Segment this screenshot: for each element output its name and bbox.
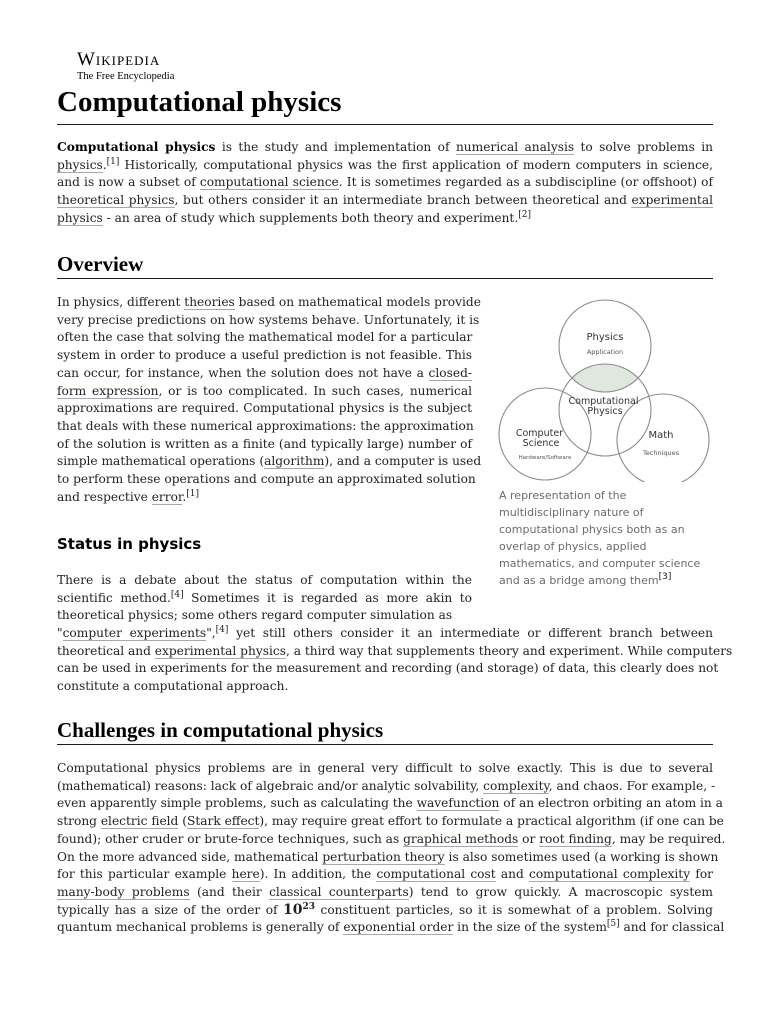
inline-link[interactable]: numerical analysis (455, 140, 575, 154)
text-line: found); other cruder or brute-force techniques, such as graphical methods or root finding, may be required. (57, 831, 726, 846)
inline-link[interactable]: physics (57, 157, 103, 172)
text-line: often the case that solving the mathematical model for a particular (57, 330, 473, 345)
status-paragraph-part-2 (57, 625, 733, 696)
computational-physics-label-line-2: Physics (587, 406, 623, 417)
inline-link[interactable]: computational cost (376, 867, 496, 882)
inline-link[interactable]: experimental physics (154, 643, 286, 658)
text-line: Computational physics is the study and implementation of numerical analysis to solve problems in (57, 140, 713, 154)
overview-paragraph (57, 294, 482, 506)
text-line: and respective error.[1] (57, 488, 200, 504)
physics-label: Physics (586, 332, 624, 343)
computational-physics-label-line-1: Computational (568, 396, 639, 407)
text-line: can be used in experiments for the measurement and recording (and storage) of data, this clearly does not (57, 661, 719, 676)
citation-link[interactable]: [1] (106, 156, 120, 167)
text-line: approximations are required. Computational physics is the subject (57, 401, 472, 416)
hardware-software-label: Hardware/Software (518, 455, 572, 461)
figure-caption-citation[interactable]: [3] (658, 572, 672, 582)
section-heading-status: Status in physics (57, 535, 202, 553)
page-title: Computational physics (57, 86, 342, 118)
inline-link[interactable]: computational science (199, 175, 339, 190)
text-line: very precise predictions on how systems behave. Unfortunately, it is (57, 312, 480, 327)
inline-link[interactable]: Stark effect (187, 814, 260, 829)
text-line: Computational physics problems are in general very difficult to solve exactly. This is due to several (57, 761, 713, 775)
inline-link[interactable]: theories (184, 295, 235, 309)
inline-link[interactable]: error (151, 489, 183, 504)
computer-science-label-line-1: Computer (515, 428, 564, 439)
text-line: of the solution is written as a finite (and typically large) number of (57, 436, 472, 451)
citation-link[interactable]: [2] (518, 209, 531, 220)
challenges-paragraph (57, 760, 726, 937)
inline-link[interactable]: complexity (483, 778, 549, 793)
figure-caption (499, 487, 711, 589)
text-line: "computer experiments",[4] yet still others consider it an intermediate or different branch between (57, 625, 713, 640)
text-line: strong electric field (Stark effect), may require great effort to formulate a practical algorithm (if one can be (57, 814, 724, 829)
text-line: even apparently simple problems, such as calculating the wavefunction of an electron orbiting an atom in a (57, 796, 723, 811)
text-line: simple mathematical operations (algorithm), and a computer is used (57, 454, 482, 469)
citation-link[interactable]: [1] (186, 488, 200, 499)
inline-link[interactable]: algorithm (264, 454, 325, 469)
citation-link[interactable]: [4] (215, 625, 229, 635)
text-line: In physics, different theories based on mathematical models provide (57, 295, 481, 309)
venn-figure (495, 292, 713, 589)
inline-link[interactable]: exponential order (343, 920, 454, 935)
application-label: Application (586, 348, 624, 356)
inline-link[interactable]: root finding (539, 831, 612, 846)
text-line: quantum mechanical problems is generally of exponential order in the size of the system[5] and for classical (57, 919, 725, 935)
inline-link[interactable]: graphical methods (403, 831, 519, 846)
computer-science-label (516, 428, 566, 449)
inline-link[interactable]: here (231, 867, 260, 882)
status-paragraph-part-1 (57, 572, 472, 625)
text-line: to perform these operations and compute an approximated solution (57, 472, 476, 487)
inline-link[interactable]: many-body problems (57, 884, 190, 899)
text-line: theoretical physics, but others consider it an intermediate branch between theoretical and experimental (57, 193, 713, 208)
figure-caption-text: A representation of the multidisciplinary nature of computational physics both as an overlap of physics, applied mathematics, and computer science and as a bridge among them (499, 489, 701, 587)
citation-link[interactable]: [5] (606, 919, 620, 930)
intro-paragraph (57, 139, 713, 228)
math-base: 10 (283, 901, 303, 918)
text-line: form expression, or is too complicated. In such cases, numerical (57, 383, 473, 398)
inline-link[interactable]: form expression (57, 383, 159, 398)
title-divider (57, 124, 713, 125)
inline-link[interactable]: computational complexity (529, 867, 691, 882)
inline-link[interactable]: experimental (631, 193, 713, 208)
math-label: Math (648, 430, 674, 441)
text-line: scientific method.[4] Sometimes it is regarded as more akin to (57, 589, 472, 605)
section-heading-challenges: Challenges in computational physics (57, 718, 384, 742)
venn-diagram (495, 292, 713, 482)
text-line: constitute a computational approach. (57, 679, 289, 694)
wikipedia-wordmark: Wikipedia (77, 49, 161, 70)
inline-link[interactable]: classical counterparts (269, 884, 409, 899)
text-line: theoretical and experimental physics, a third way that supplements theory and experiment. While computers (57, 643, 733, 658)
inline-link[interactable]: electric field (100, 814, 179, 829)
text-line: typically has a size of the order of $10^{23}$ constituent particles, so it is somewhat of a problem. Solving (57, 901, 713, 918)
section-heading-overview: Overview (57, 252, 144, 276)
math-exponent: 23 (302, 901, 316, 912)
challenges-divider (57, 744, 713, 745)
overview-divider (57, 278, 713, 279)
text-line: theoretical physics; some others regard computer simulation as (57, 608, 453, 623)
inline-link[interactable]: computer experiments (62, 626, 207, 640)
wikipedia-tagline: The Free Encyclopedia (77, 71, 175, 82)
text-line: There is a debate about the status of computation within the (57, 573, 472, 587)
text-line: (mathematical) reasons: lack of algebraic and/or analytic solvability, complexity, and chaos. For example, - (57, 778, 716, 793)
bold-term: Computational physics (57, 140, 216, 154)
text-line: physics - an area of study which supplements both theory and experiment.[2] (57, 209, 531, 225)
inline-link[interactable]: physics (57, 210, 103, 225)
text-line: system in order to produce a useful prediction is not feasible. This (57, 348, 472, 363)
inline-link[interactable]: wavefunction (416, 796, 500, 811)
text-line: and is now a subset of computational science. It is sometimes regarded as a subdiscipline (or offshoot) of (57, 175, 713, 190)
inline-link[interactable]: perturbation theory (322, 849, 445, 864)
computer-science-label-line-2: Science (522, 438, 560, 449)
text-line: many-body problems (and their classical counterparts) tend to grow quickly. A macroscopic system (57, 884, 713, 899)
text-line: physics.[1] Historically, computational physics was the first application of modern computers in science, (57, 156, 713, 172)
text-line: for this particular example here). In addition, the computational cost and computational complexity for (57, 867, 713, 882)
computational-physics-label (569, 396, 642, 417)
wikipedia-logo[interactable] (77, 50, 174, 83)
inline-link[interactable]: theoretical physics (57, 193, 175, 208)
citation-link[interactable]: [4] (170, 589, 184, 600)
text-line: On the more advanced side, mathematical perturbation theory is also sometimes used (a working is shown (57, 849, 719, 864)
text-line: can occur, for instance, when the solution does not have a closed- (57, 365, 472, 380)
inline-link[interactable]: closed- (428, 365, 472, 380)
text-line: that deals with these numerical approximations: the approximation (57, 418, 474, 433)
techniques-label: Techniques (642, 449, 680, 457)
